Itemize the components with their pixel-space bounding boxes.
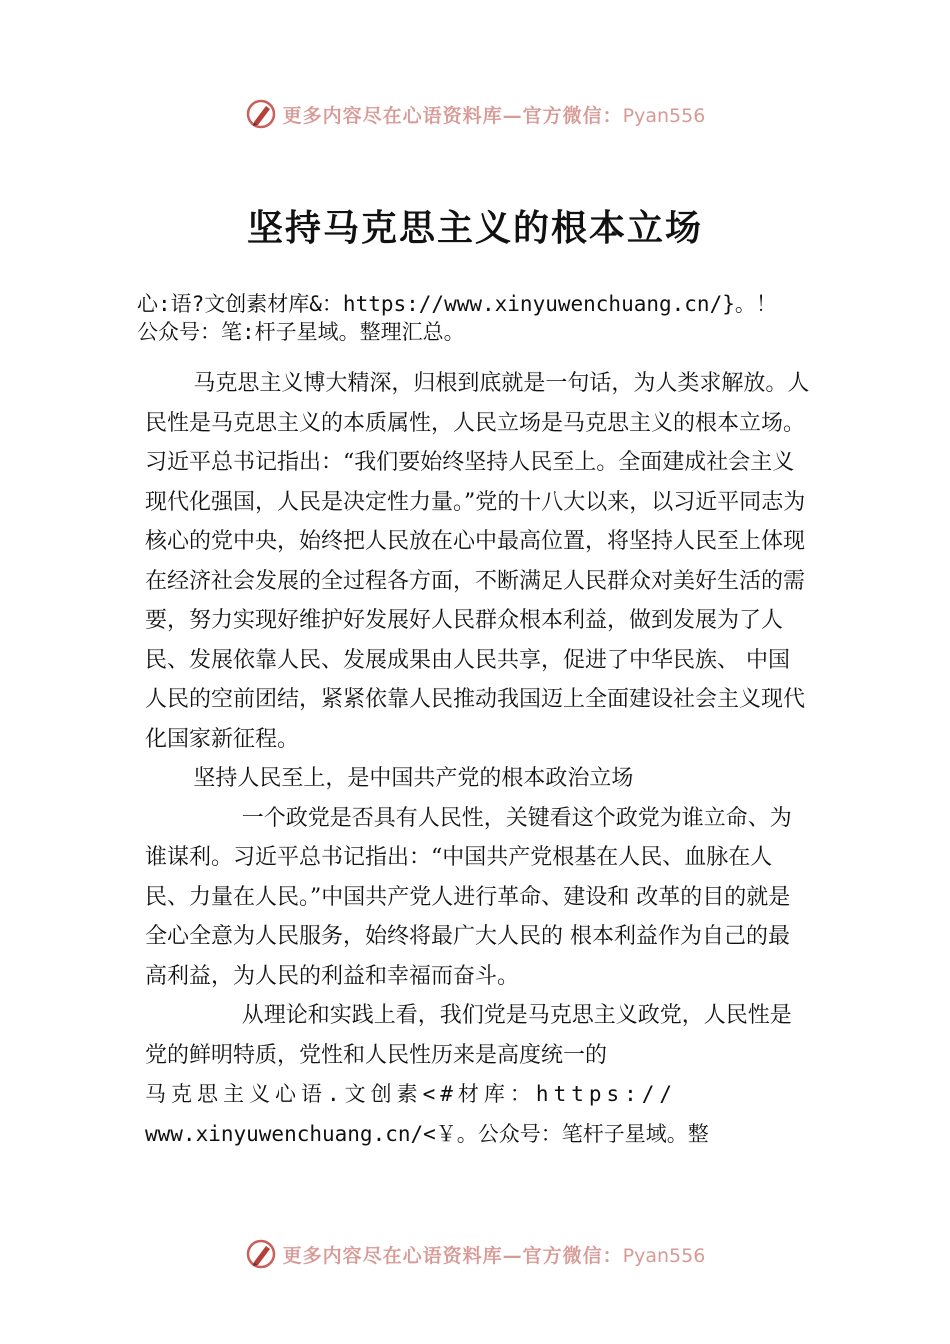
banner-text: 更多内容尽在心语资料库—官方微信：Pyan556 [282, 1244, 706, 1267]
paragraph-3: 从理论和实践上看，我们党是马克思主义政党，人民性是党的鲜明特质，党性和人民性历来是高度统一的 [145, 1003, 792, 1068]
footer-banner [0, 1234, 950, 1274]
paragraph-1: 马克思主义博大精深，归根到底就是一句话，为人类求解放。人民性是马克思主义的本质属性，人民立场是马克思主义的根本立场。习近平总书记指出：“我们要始终坚持人民至上。全面建成社会主义现代化强国，人民是决定性力量。”党的十八大以来，以习近平同志为核心的党中央，始终把人民放在心中最高位置，将坚持人民至上体现在经济社会发展的全过程各方面，不断满足人民群众对美好生活的需要，努力实现好维护好发展好人民群众根本利益，做到发展为了人民、发展依靠人民、发展成果由人民共享，促进了中华民族、 中国人民的空前团结，紧紧依靠人民推动我国迈上全面建设社会主义现代化国家新征程。 [145, 371, 810, 752]
header-banner [0, 94, 950, 134]
pen-logo-icon [245, 1238, 277, 1270]
paragraph-3-source-1: 马克思主义心语.文创素<#材库：https:// [145, 1082, 678, 1106]
source-line-1: 心:语?文创素材库&：https://www.xinyuwenchuang.cn/}。！ [137, 292, 777, 316]
section-heading: 坚持人民至上，是中国共产党的根本政治立场 [193, 766, 634, 791]
pen-logo-icon [245, 98, 277, 130]
banner-text: 更多内容尽在心语资料库—官方微信：Pyan556 [282, 104, 706, 127]
page-title: 坚持马克思主义的根本立场 [246, 207, 703, 249]
paragraph-2: 一个政党是否具有人民性，关键看这个政党为谁立命、为谁谋利。习近平总书记指出：“中国共产党根基在人民、血脉在人民、力量在人民。”中国共产党人进行革命、建设和 改革的目的就是全心全意为人民服务，始终将最广大人民的 根本利益作为自己的最高利益，为人民的利益和幸福而奋斗。 [145, 805, 792, 989]
paragraph-3-source-2: www.xinyuwenchuang.cn/<￥。公众号：笔杆子星域。整 [145, 1121, 709, 1146]
article-body [145, 364, 810, 1154]
source-line-2: 公众号：笔:杆子星域。整理汇总。 [137, 320, 465, 344]
